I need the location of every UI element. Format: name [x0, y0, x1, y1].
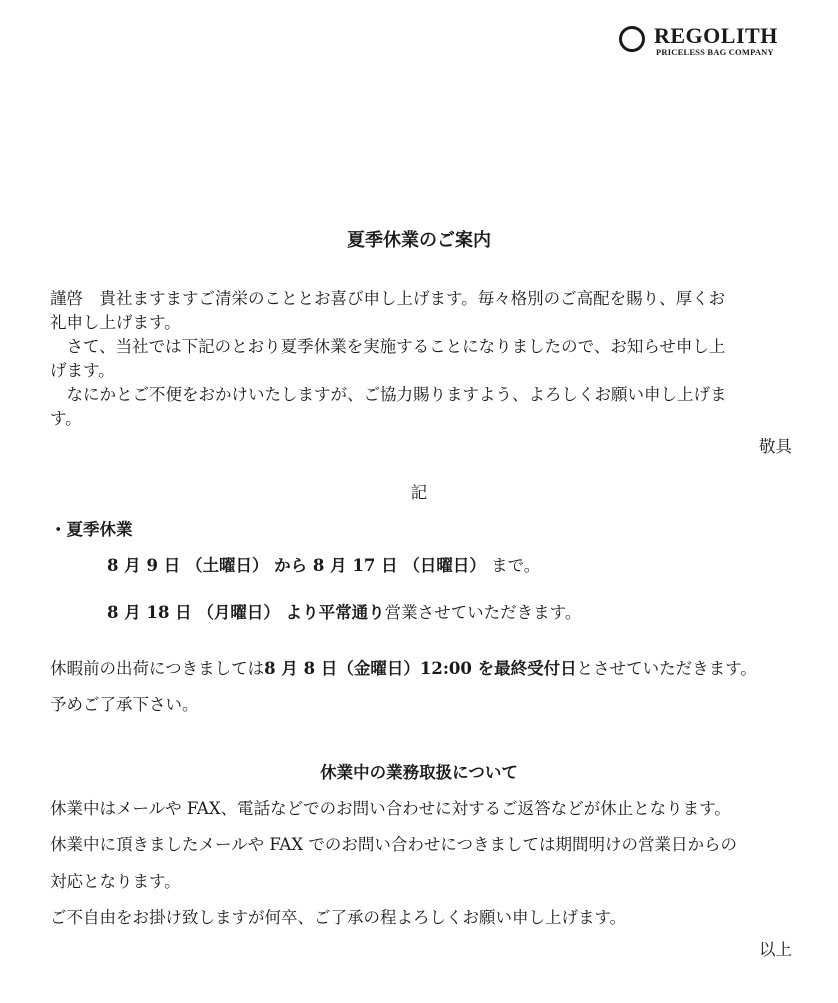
document-title: 夏季休業のご案内: [347, 230, 491, 251]
business-line-2: 休業中に頂きましたメールや FAX でのお問い合わせにつきましては期間明けの営業日からの: [50, 835, 738, 854]
business-line-4: ご不自由をお掛け致しますが何卒、ご了承の程よろしくお願い申し上げます。: [50, 908, 627, 927]
greeting-line-4: げます。: [50, 361, 115, 380]
holiday-period-dates: 8 月 9 日 （土曜日） から 8 月 17 日 （日曜日）: [107, 556, 486, 575]
shipping-line-1: [50, 657, 757, 681]
ki-heading: 記: [410, 483, 428, 502]
greeting-line-2: 礼申し上げます。: [50, 313, 181, 332]
shipping-prefix: 休暇前の出荷につきましては: [50, 659, 265, 678]
logo-tagline: PRICELESS BAG COMPANY: [656, 47, 774, 57]
holiday-period-suffix: まで。: [485, 556, 541, 575]
company-logo: [619, 24, 794, 60]
business-heading: 休業中の業務取扱について: [320, 763, 518, 782]
logo-name: REGOLITH: [654, 23, 778, 48]
holiday-resume-date: 8 月 18 日 （月曜日） より平常通り: [107, 603, 385, 622]
holiday-resume: [107, 601, 581, 625]
closing-ijou: 以上: [759, 940, 792, 959]
business-line-1: 休業中はメールや FAX、電話などでのお問い合わせに対するご返答などが休止となります。: [50, 799, 731, 818]
greeting-line-1: 謹啓 貴社ますますご清栄のこととお喜び申し上げます。毎々格別のご高配を賜り、厚くお: [50, 289, 726, 308]
business-line-3: 対応となります。: [50, 872, 181, 891]
shipping-deadline: 8 月 8 日（金曜日）12:00 を最終受付日: [264, 659, 577, 678]
holiday-label: ・夏季休業: [50, 520, 133, 539]
greeting-line-3: さて、当社では下記のとおり夏季休業を実施することになりましたので、お知らせ申し上: [50, 337, 726, 356]
holiday-resume-suffix: 営業させていただきます。: [384, 603, 582, 622]
greeting-line-6: す。: [50, 409, 82, 428]
shipping-suffix: とさせていただきます。: [576, 659, 757, 678]
holiday-period: [107, 554, 540, 578]
greeting-line-5: なにかとご不便をおかけいたしますが、ご協力賜りますよう、よろしくお願い申し上げま: [50, 385, 727, 404]
logo-ring-icon: [619, 26, 645, 52]
shipping-line-2: 予めご了承下さい。: [50, 695, 199, 714]
closing-keigu: 敬具: [759, 437, 792, 456]
